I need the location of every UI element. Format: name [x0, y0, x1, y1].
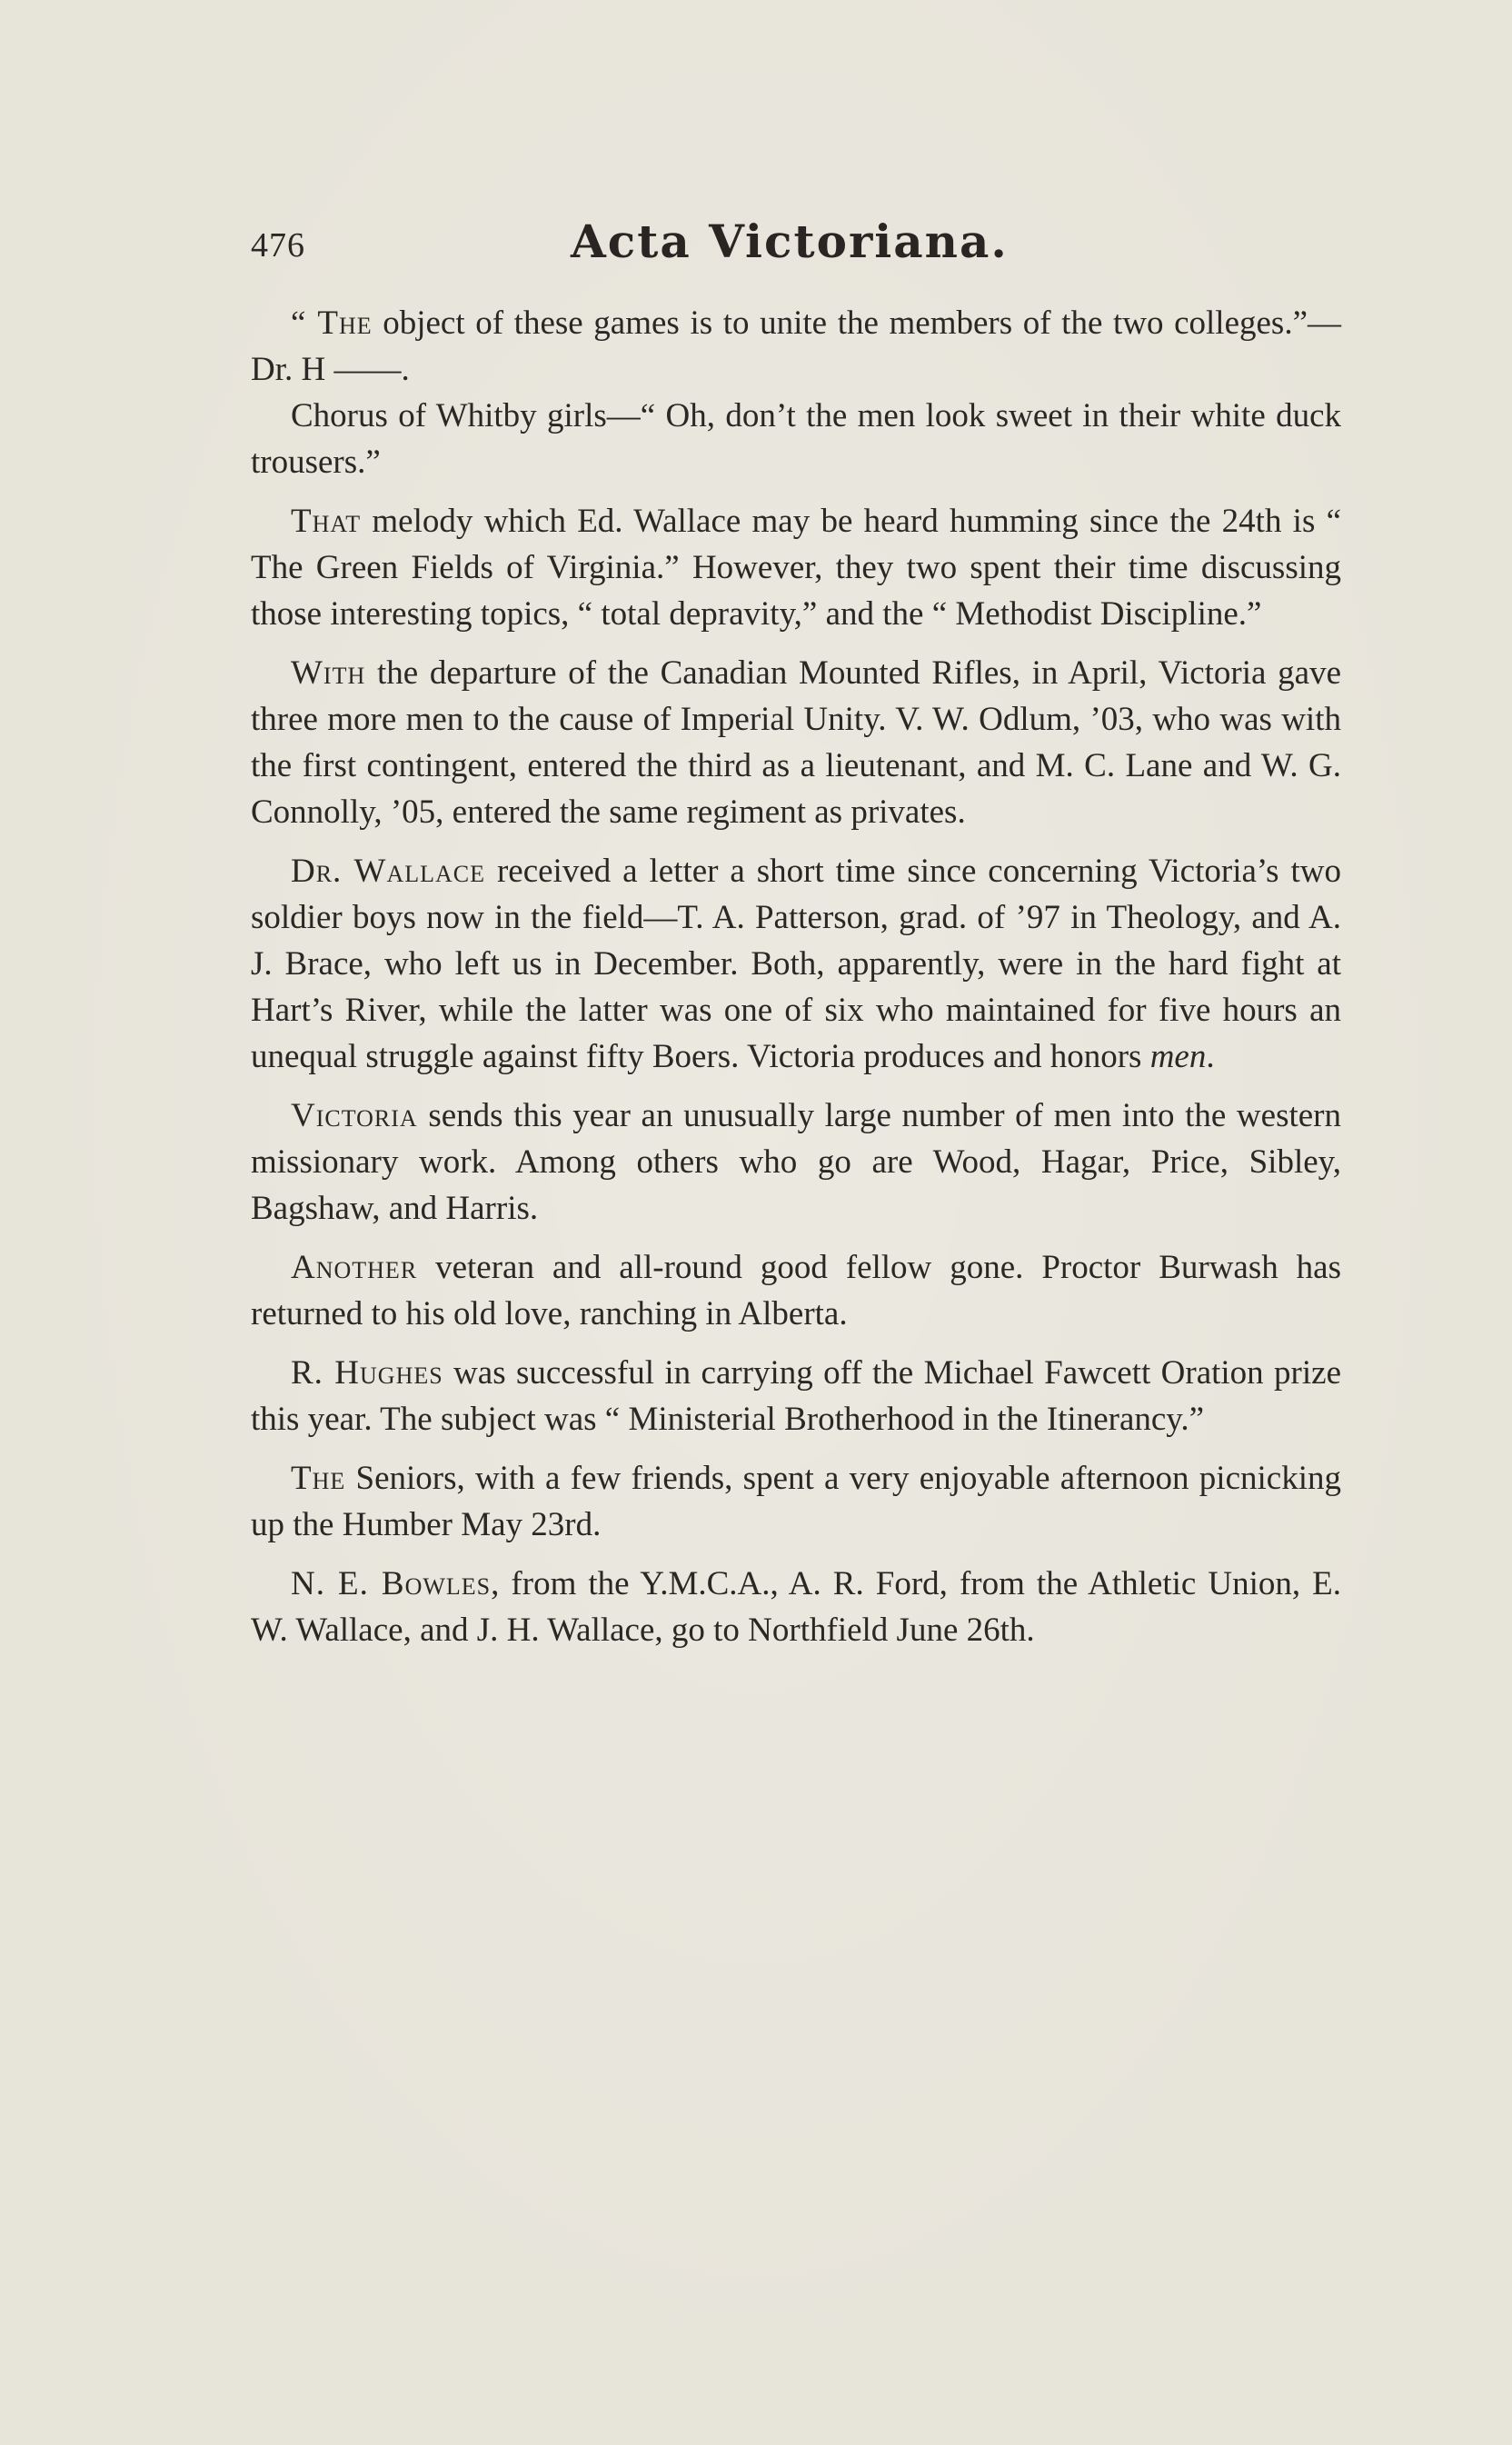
paragraph — [251, 650, 1341, 835]
paragraph — [251, 1455, 1341, 1548]
paragraph — [251, 1244, 1341, 1337]
paragraph-lead: N. E. Bowles — [291, 1565, 492, 1602]
paragraph — [251, 393, 1341, 485]
paragraph-text-end: . — [1206, 1038, 1215, 1075]
paragraph-lead: Dr. Wallace — [291, 853, 486, 890]
paragraph-text: , from the Y.M.C.A., A. R. Ford, from the Athletic Union, E. W. Wallace, and J. H. Wallace, go to Northfield June 26th. — [251, 1565, 1342, 1649]
body-text — [251, 300, 1341, 1666]
paragraph-lead: The — [291, 1460, 346, 1497]
paragraph — [251, 1093, 1341, 1232]
paragraph-text: veteran and all-round good fellow gone. Proctor Burwash has returned to his old love, ranching in Alberta. — [251, 1249, 1341, 1332]
paragraph — [251, 1561, 1341, 1653]
paragraph-italic: men — [1149, 1038, 1207, 1075]
paragraph-text: Seniors, with a few friends, spent a very enjoyable afternoon picnicking up the Humber May 23rd. — [251, 1460, 1341, 1543]
running-title: Acta Victoriana. — [571, 215, 1009, 268]
page-number: 476 — [251, 226, 305, 264]
paragraph-text: melody which Ed. Wallace may be heard humming since the 24th is “ The Green Fields of Virginia.” However, they two spent their time discussing those interesting topics, “ total depravity,” and the “ Methodist Discipline.” — [251, 503, 1341, 633]
paragraph — [251, 300, 1341, 393]
paragraph-text: sends this year an unusually large number of men into the western missionary work. Among others who go are Wood, Hagar, Price, Sibley, Bagshaw, and Harris. — [251, 1097, 1341, 1227]
paragraph-text: the departure of the Canadian Mounted Rifles, in April, Victoria gave three more men to the cause of Imperial Unity. V. W. Odlum, ’03, who was with the first contingent, entered the third as a lieutenant, and M. C. Lane and W. G. Connolly, ’05, entered the same regiment as privates. — [251, 654, 1341, 831]
paragraph-text: Chorus of Whitby girls—“ Oh, don’t the men look sweet in their white duck trousers.” — [251, 397, 1341, 481]
paragraph-text: was successful in carrying off the Michael Fawcett Oration prize this year. The subject was “ Ministerial Brotherhood in the Itinerancy.” — [251, 1354, 1341, 1438]
paragraph-lead: R. Hughes — [291, 1354, 443, 1392]
paragraph-text: received a letter a short time since concerning Victoria’s two soldier boys now in the field—T. A. Patterson, grad. of ’97 in Theology, and A. J. Brace, who left us in December. Both, apparently, were in the hard fight at Hart’s River, while the latter was one of six who maintained for five hours an unequal struggle against fifty Boers. Victoria produces and honors — [251, 853, 1342, 1075]
paragraph-lead: “ The — [291, 304, 373, 342]
paragraph-lead: With — [291, 654, 366, 692]
paragraph — [251, 1350, 1341, 1442]
page-header — [251, 216, 1341, 280]
paragraph-lead: That — [291, 503, 362, 540]
paragraph-lead: Another — [291, 1249, 418, 1286]
paragraph — [251, 498, 1341, 637]
paragraph — [251, 848, 1341, 1080]
paragraph-text: object of these games is to unite the members of the two colleges.”—Dr. H ——. — [251, 304, 1341, 388]
paragraph-lead: Victoria — [291, 1097, 418, 1134]
